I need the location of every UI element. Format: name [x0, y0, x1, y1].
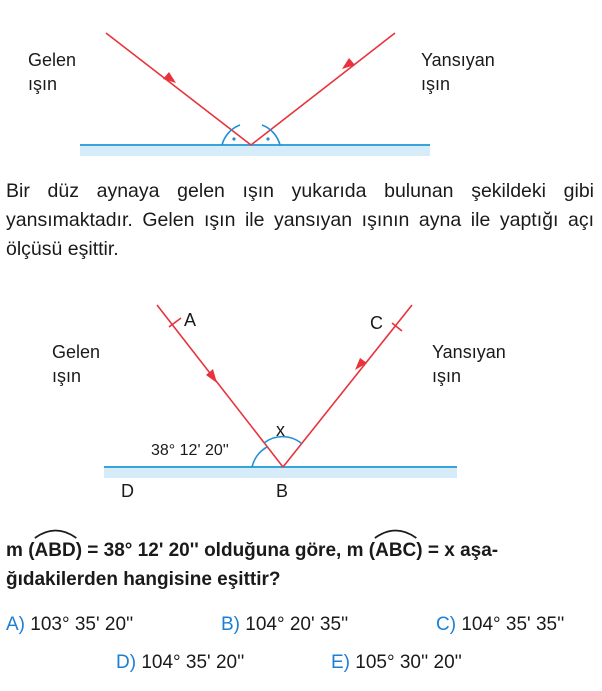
mirror-2: [104, 466, 457, 478]
reflected-label-2-line2: ışın: [432, 366, 462, 386]
angle-dot-right-1: [266, 137, 269, 140]
question-line-1: m ( ABD) = 38° 12' 20'' olduğuna göre, m ( ABC) = x aşa-: [6, 536, 596, 565]
option-c-letter: C): [436, 614, 457, 635]
incoming-label-2: [52, 340, 100, 388]
option-a-letter: A): [6, 614, 25, 635]
point-d-label: D: [121, 481, 134, 501]
option-a[interactable]: [6, 613, 133, 637]
option-c-text: 104° 35' 35'': [461, 614, 565, 635]
option-b-letter: B): [221, 614, 240, 635]
point-c-label: C: [370, 313, 383, 333]
question-mid: olduğuna göre,: [204, 540, 342, 561]
reflected-label-1: [421, 48, 495, 96]
angle-abd-value: 38° 12' 20'': [151, 442, 229, 459]
incoming-label-1-line1: Gelen: [28, 50, 77, 70]
reflected-label-2: [432, 340, 506, 388]
question-abd: ABD: [34, 540, 76, 561]
option-d-text: 104° 35' 20'': [141, 652, 245, 673]
option-e[interactable]: [331, 651, 462, 675]
option-a-text: 103° 35' 20'': [30, 614, 134, 635]
question-value1: = 38° 12' 20'': [87, 540, 199, 561]
option-b[interactable]: [221, 613, 348, 637]
incoming-label-2-line2: ışın: [52, 366, 82, 386]
angle-dot-left-1: [232, 137, 235, 140]
reflected-ray-1: [251, 33, 395, 145]
description-paragraph: Bir düz aynaya gelen ışın yukarıda bulunan şekildeki gibi yansımaktadır. Gelen ışın ile yansıyan ışının ayna ile yaptığı açı ölçüsü eşittir.: [6, 180, 594, 260]
incoming-ray-1: [106, 33, 251, 145]
question-m2: m: [346, 540, 364, 561]
option-d[interactable]: [116, 651, 244, 675]
question-abc: ABC: [375, 540, 417, 561]
option-e-letter: E): [331, 652, 350, 673]
angle-abd-notation: [35, 536, 76, 565]
angle-abc-notation: [375, 536, 416, 565]
reflected-ray-2: [283, 305, 412, 467]
reflected-label-2-line1: Yansıyan: [432, 342, 506, 362]
incoming-label-2-line1: Gelen: [52, 342, 101, 362]
point-b-label: B: [276, 481, 289, 501]
incoming-label-1: [28, 48, 76, 96]
option-e-text: 105° 30'' 20'': [355, 652, 462, 673]
mirror-1: [80, 144, 430, 156]
question-line-2: ğıdakilerden hangisine eşittir?: [6, 569, 281, 590]
reflected-label-1-line2: ışın: [421, 74, 451, 94]
incoming-label-1-line2: ışın: [28, 74, 58, 94]
option-b-text: 104° 20' 35'': [245, 614, 349, 635]
angle-x-label: x: [276, 420, 285, 440]
angle-arc-abd: [252, 447, 267, 467]
option-d-letter: D): [116, 652, 137, 673]
option-c[interactable]: [436, 613, 564, 637]
question-tail: = x aşa-: [427, 540, 499, 561]
reflected-arrow-1: [342, 58, 355, 69]
point-a-label: A: [184, 310, 197, 330]
reflected-label-1-line1: Yansıyan: [421, 50, 495, 70]
question-m1: m: [6, 540, 23, 561]
question-text: [6, 536, 596, 594]
